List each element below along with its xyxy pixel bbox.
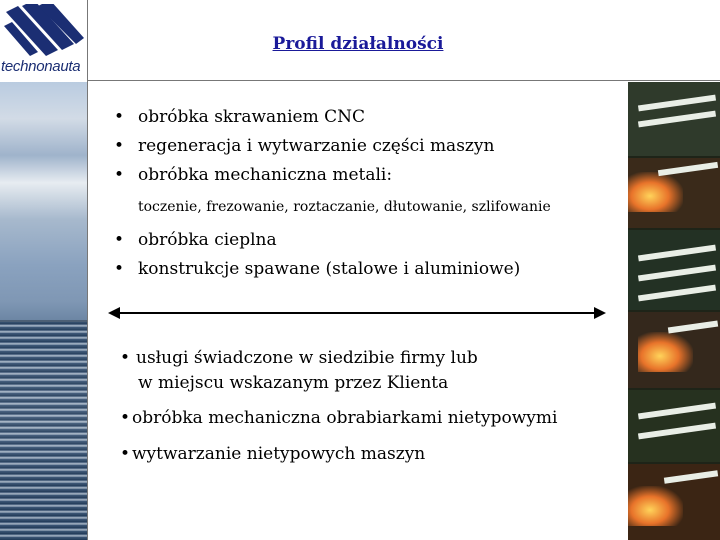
list-item: • obróbka mechaniczna obrabiarkami nietypowymi (120, 408, 558, 428)
sea-texture (0, 322, 88, 540)
header-divider (88, 80, 720, 81)
list-item: • konstrukcje spawane (stalowe i aluminiowe) (108, 255, 520, 284)
photo-tile (628, 230, 720, 310)
photo-tile (628, 82, 720, 156)
list-item: • usługi świadczone w siedzibie firmy lub (120, 348, 478, 368)
vertical-divider (87, 0, 88, 540)
list-item: • obróbka skrawaniem CNC (108, 103, 494, 132)
machining-types: toczenie, frezowanie, roztaczanie, dłutowanie, szlifowanie (138, 199, 551, 215)
bullet-dot-icon: • (120, 444, 131, 464)
list-item-continuation: w miejscu wskazanym przez Klienta (138, 373, 449, 393)
bullet-dot-icon: • (114, 259, 125, 279)
list-item: • obróbka cieplna (108, 226, 520, 255)
page-title: Profil działalności (272, 34, 444, 54)
list-item: • wytwarzanie nietypowych maszyn (120, 444, 426, 464)
logo-mark-icon (4, 4, 84, 56)
list-item: • regeneracja i wytwarzanie części maszyn (108, 132, 494, 161)
service-list (108, 103, 494, 190)
bullet-dot-icon: • (114, 165, 125, 185)
bullet-dot-icon: • (114, 136, 125, 156)
photo-tile (628, 158, 720, 228)
double-arrow-icon (108, 304, 606, 322)
bullet-dot-icon: • (114, 107, 125, 127)
photo-tile (628, 312, 720, 388)
sky-sea-photo (0, 82, 88, 540)
logo-wordmark: technonauta (1, 58, 81, 75)
list-item: • obróbka mechaniczna metali: (108, 161, 494, 190)
service-list-2 (108, 226, 520, 284)
photo-tile (628, 464, 720, 540)
bullet-dot-icon: • (120, 408, 131, 428)
company-logo (0, 0, 88, 82)
industrial-photo-strip (628, 82, 720, 540)
bullet-dot-icon: • (114, 230, 125, 250)
bullet-dot-icon: • (120, 348, 131, 368)
photo-tile (628, 390, 720, 462)
